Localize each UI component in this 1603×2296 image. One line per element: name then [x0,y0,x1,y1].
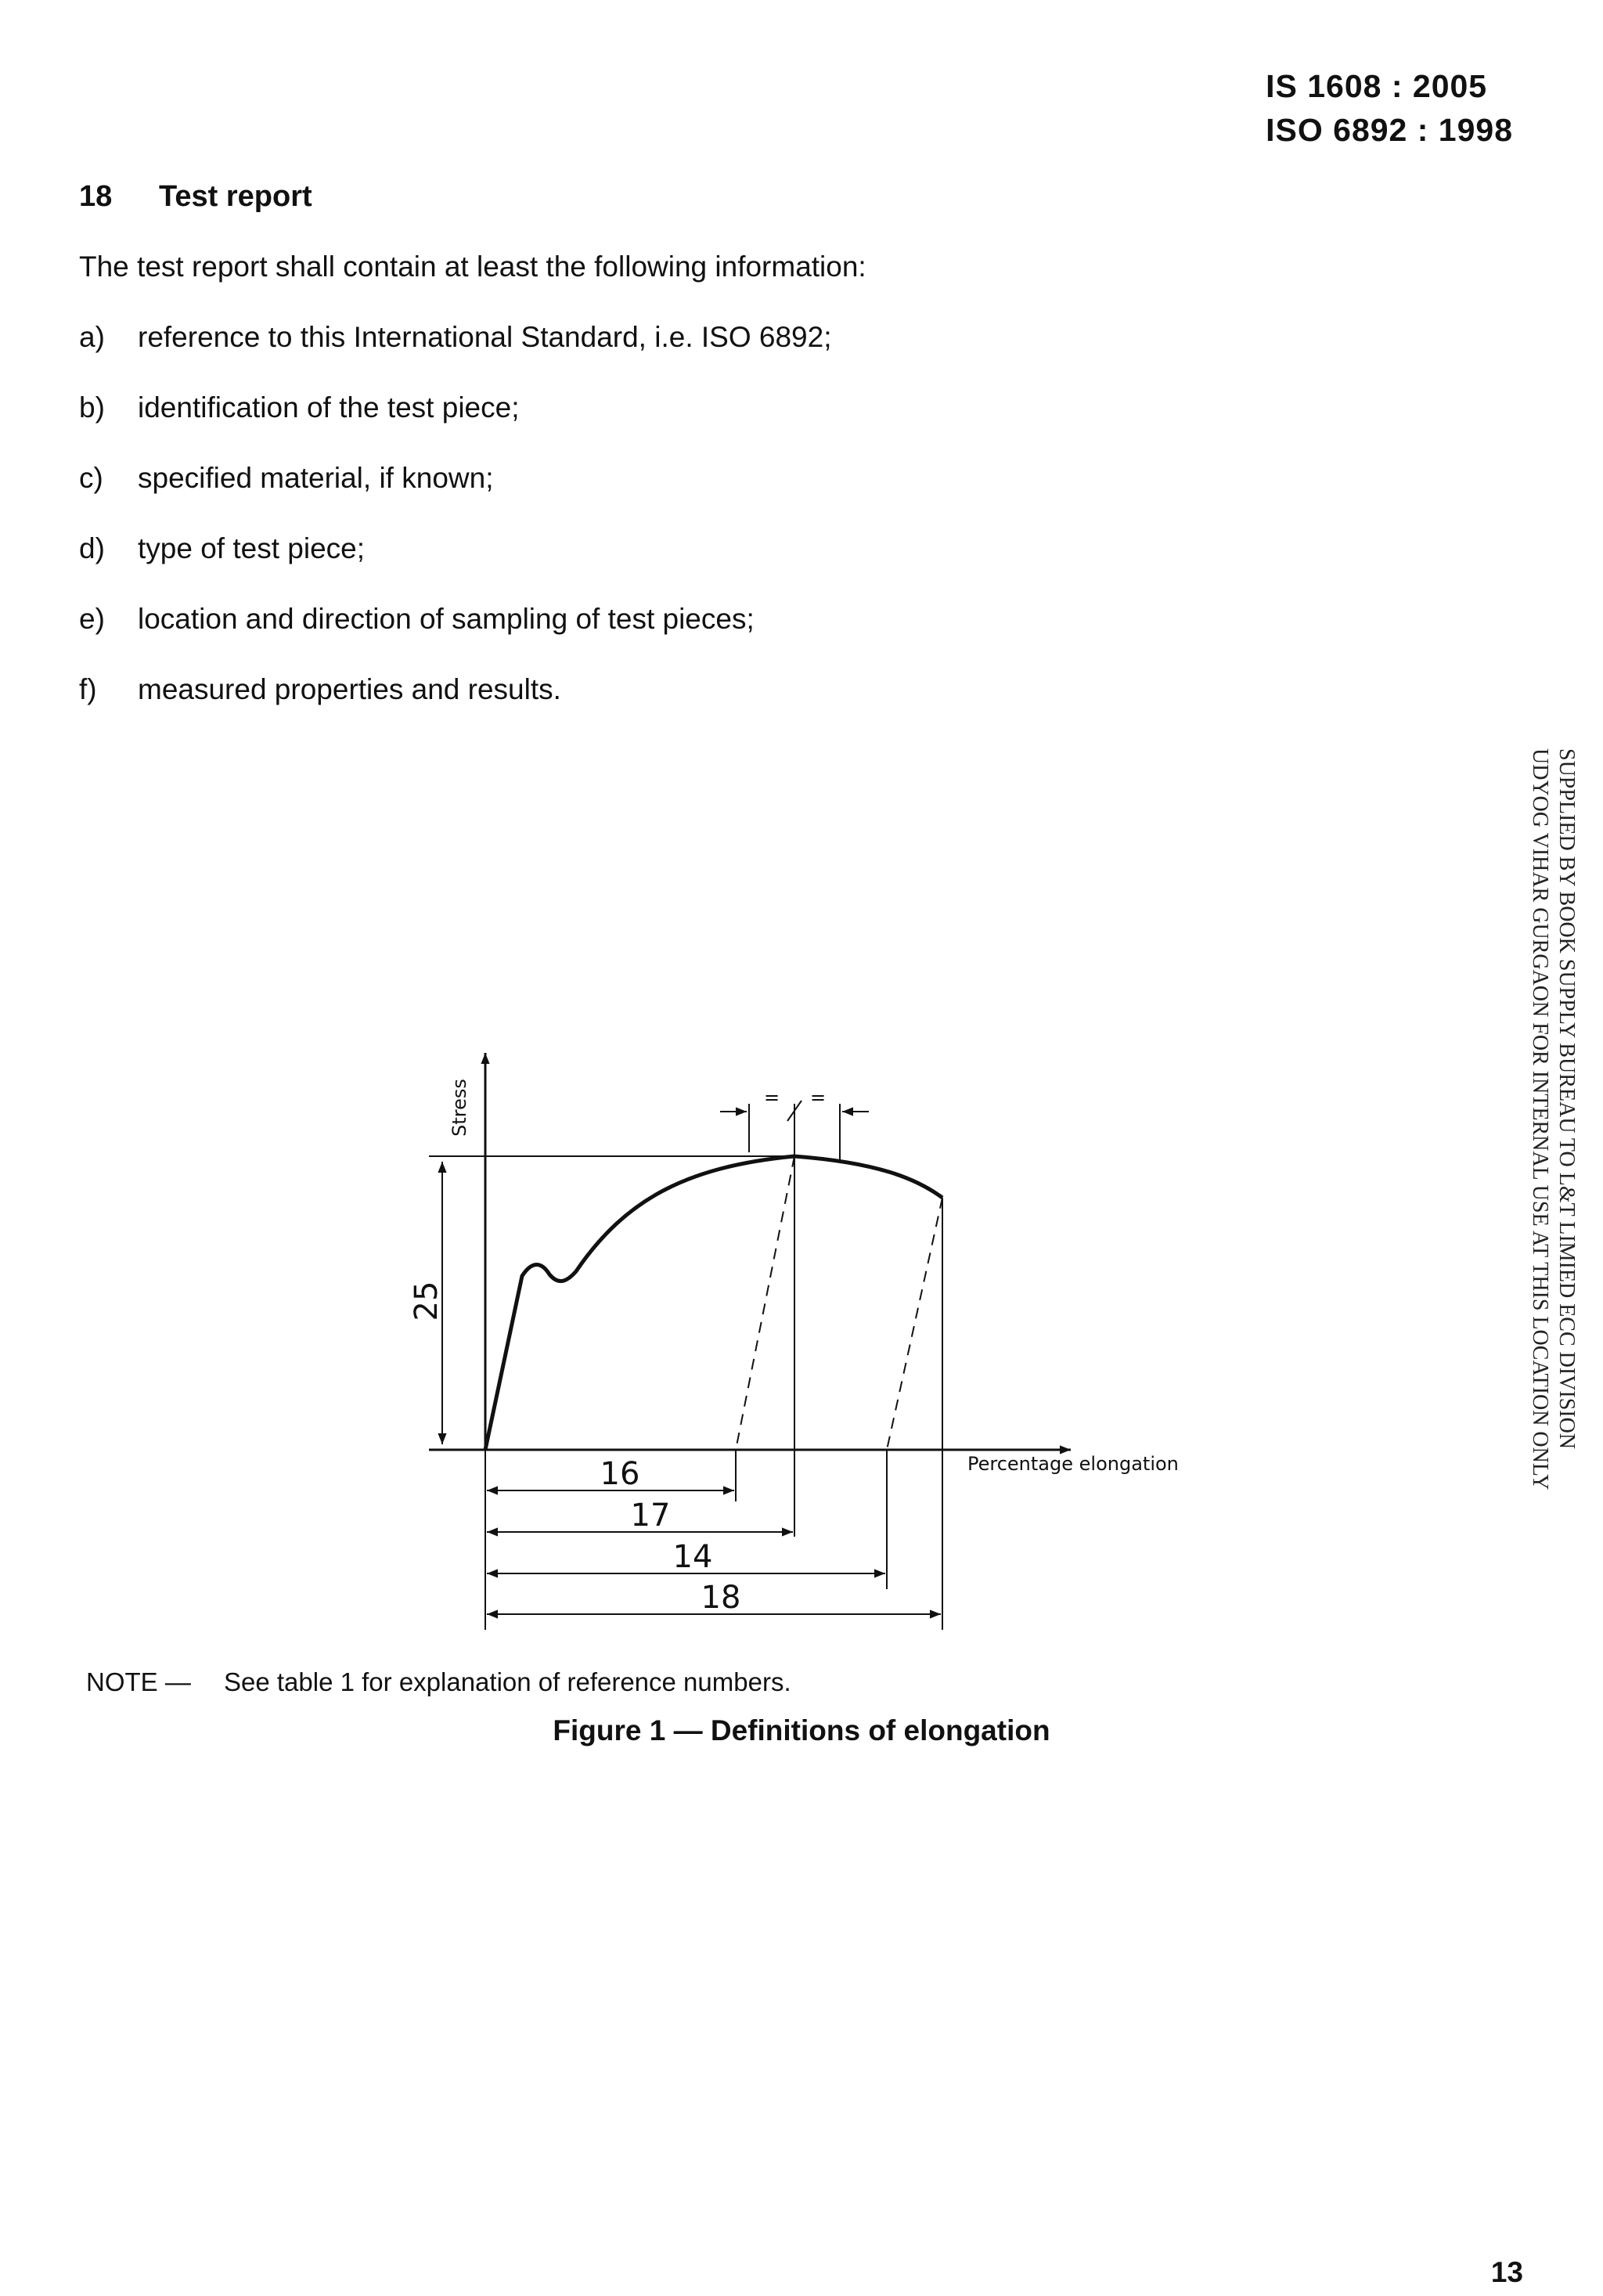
figure-caption: Figure 1 — Definitions of elongation [553,1714,1050,1746]
dimension-14-label: 14 [672,1539,713,1575]
list-text: type of test piece; [138,532,366,564]
figure-note [86,1667,791,1697]
page-number: 13 [1490,2256,1523,2288]
list-marker: d) [79,532,105,564]
list-text: location and direction of sampling of test pieces; [138,603,755,635]
dimension-17-label: 17 [630,1498,671,1534]
list-marker: c) [79,462,103,494]
list-marker: b) [79,391,105,424]
list-marker: a) [79,321,105,353]
equal-mark-right: = [809,1087,827,1108]
unloading-line-at-fracture [887,1198,942,1450]
list-text: identification of the test piece; [138,391,520,424]
intro-paragraph: The test report shall contain at least the following information: [79,251,866,283]
list-text: specified material, if known; [138,462,494,494]
standard-number-is: IS 1608 : 2005 [1266,68,1488,104]
note-label: NOTE — [86,1667,191,1696]
x-axis-label: Percentage elongation [967,1453,1179,1475]
dimension-25-label: 25 [409,1281,445,1321]
list-marker: e) [79,603,105,635]
y-axis-label: Stress [448,1079,470,1137]
standard-number-iso: ISO 6892 : 1998 [1266,112,1513,148]
dimension-16-label: 16 [600,1456,640,1492]
supply-watermark-line-1: SUPPLIED BY BOOK SUPPLY BUREAU TO L&T LIMIED ECC DIVISION [1554,748,1579,1450]
note-text: See table 1 for explanation of reference numbers. [224,1667,791,1696]
stress-strain-curve [485,1156,942,1450]
section-title: Test report [159,180,312,213]
unloading-line-at-max-force [736,1156,794,1450]
list-marker: f) [79,673,97,705]
list-text: reference to this International Standard, i.e. ISO 6892; [138,321,832,353]
equal-mark-left: = [763,1087,780,1108]
list-text: measured properties and results. [138,673,561,705]
section-number: 18 [79,180,113,213]
dimension-18-label: 18 [701,1580,741,1616]
supply-watermark-line-2: UDYOG VIHAR GURGAON FOR INTERNAL USE AT THIS LOCATION ONLY [1528,748,1552,1490]
